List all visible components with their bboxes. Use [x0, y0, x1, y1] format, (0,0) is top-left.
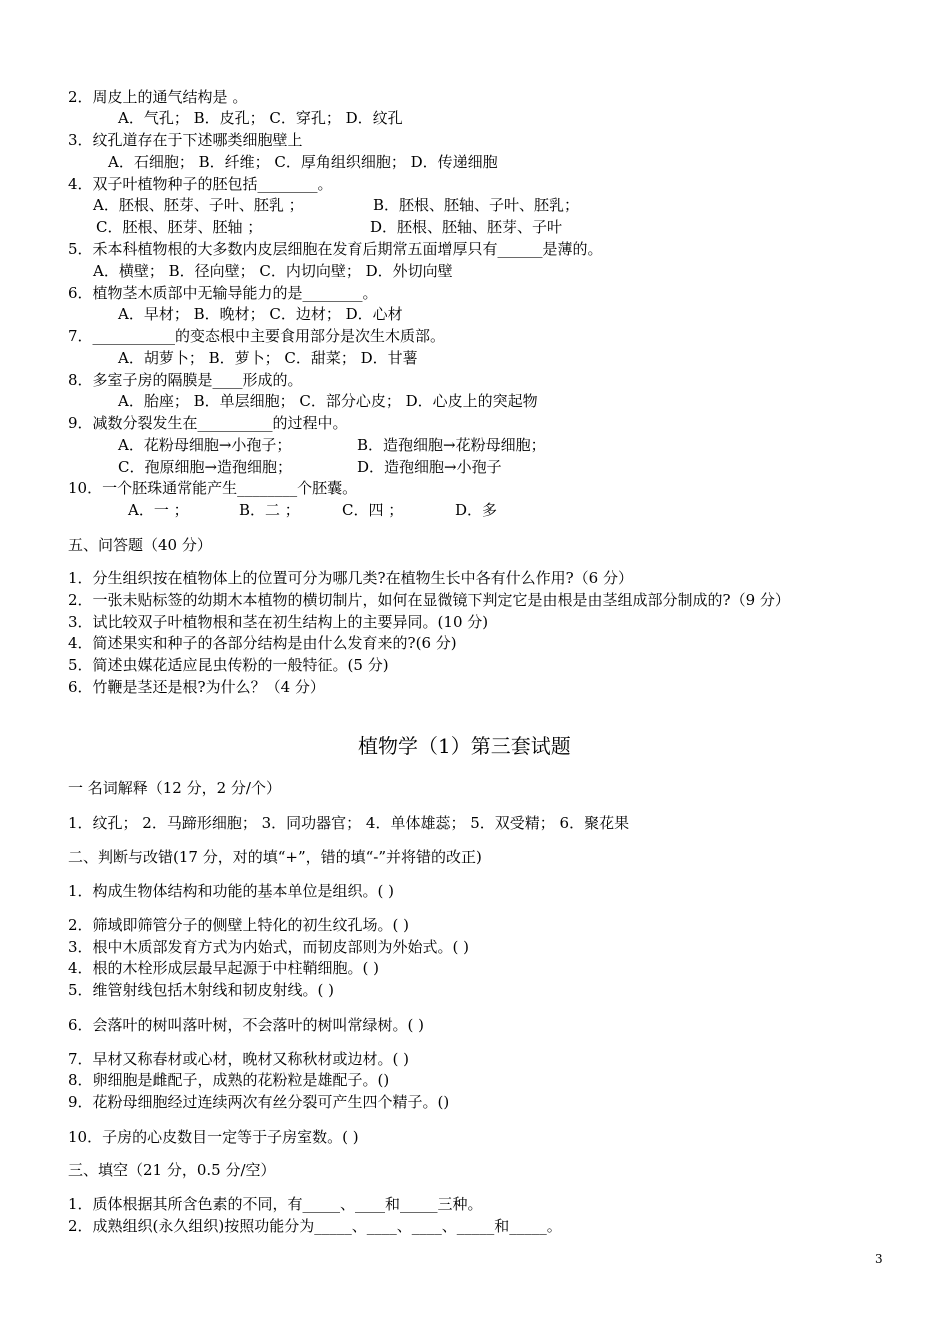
section-5-heading: 五、问答题（40 分） [68, 536, 212, 554]
question-10-option-c: C．四 ； [342, 501, 404, 519]
question-9-option-b: B．造孢细胞→花粉母细胞； [357, 436, 546, 454]
question-4-option-d: D．胚根、胚轴、胚芽、子叶 [370, 218, 563, 236]
essay-question: 2．一张未贴标签的幼期木本植物的横切制片，如何在显微镜下判定它是由根是由茎组成部分制成的?（9 分） [68, 591, 790, 609]
question-10-option-a: A．一 ； [128, 501, 189, 519]
essay-question: 4．简述果实和种子的各部分结构是由什么发育来的?(6 分) [68, 634, 457, 652]
fill-in-item: 2．成熟组织(永久组织)按照功能分为_____、____、____、_____和_____。 [68, 1217, 562, 1235]
question-7-options: A．胡萝卜； B．萝卜； C．甜菜； D．甘薯 [118, 349, 418, 367]
question-4-option-a: A．胚根、胚芽、子叶、胚乳 ； [93, 196, 304, 214]
judgement-item: 4．根的木栓形成层最早起源于中柱鞘细胞。( ) [68, 959, 380, 977]
question-8-options: A．胎座； B．单层细胞； C．部分心皮； D．心皮上的突起物 [118, 392, 538, 410]
question-6: 6．植物茎木质部中无输导能力的是________。 [68, 284, 378, 302]
judgement-item: 10．子房的心皮数目一定等于子房室数。( ) [68, 1128, 359, 1146]
judgement-item: 7．早材又称春材或心材，晚材又称秋材或边材。( ) [68, 1050, 410, 1068]
judgement-item: 2．筛域即筛管分子的侧壁上特化的初生纹孔场。( ) [68, 916, 410, 934]
section-3-heading: 三、填空（21 分，0.5 分/空） [68, 1161, 276, 1179]
essay-question: 5．简述虫媒花适应昆虫传粉的一般特征。(5 分) [68, 656, 389, 674]
judgement-item: 3．根中木质部发育方式为内始式，而韧皮部则为外始式。( ) [68, 938, 470, 956]
question-10: 10．一个胚珠通常能产生________个胚囊。 [68, 479, 358, 497]
section-2-heading: 二、判断与改错(17 分，对的填“+”，错的填“-”并将错的改正) [68, 848, 482, 866]
essay-question: 3．试比较双子叶植物根和茎在初生结构上的主要异同。(10 分) [68, 613, 489, 631]
question-3: 3．纹孔道存在于下述哪类细胞壁上 [68, 131, 303, 149]
judgement-item: 9．花粉母细胞经过连续两次有丝分裂可产生四个精子。() [68, 1093, 450, 1111]
question-4: 4．双子叶植物种子的胚包括________。 [68, 175, 333, 193]
essay-question: 1．分生组织按在植物体上的位置可分为哪几类?在植物生长中各有什么作用?（6 分） [68, 569, 633, 587]
question-5: 5．禾本科植物根的大多数内皮层细胞在发育后期常五面增厚只有______是薄的。 [68, 240, 603, 258]
essay-question: 6．竹鞭是茎还是根?为什么？（4 分） [68, 678, 325, 696]
judgement-item: 1．构成生物体结构和功能的基本单位是组织。( ) [68, 882, 395, 900]
term-list: 1．纹孔； 2．马蹄形细胞； 3．同功器官； 4．单体雄蕊； 5．双受精； 6．聚花果 [68, 814, 630, 832]
judgement-item: 8．卵细胞是雌配子，成熟的花粉粒是雄配子。() [68, 1071, 390, 1089]
question-6-options: A．早材； B．晚材； C．边材； D．心材 [118, 305, 403, 323]
page-number: 3 [875, 1252, 883, 1266]
question-9: 9．减数分裂发生在__________的过程中。 [68, 414, 348, 432]
question-9-option-c: C．孢原细胞→造孢细胞； [118, 458, 293, 476]
question-2-options: A．气孔； B．皮孔； C．穿孔； D．纹孔 [118, 109, 403, 127]
question-5-options: A．横壁； B．径向壁； C．内切向壁； D．外切向壁 [93, 262, 453, 280]
question-10-option-b: B．二 ； [239, 501, 300, 519]
fill-in-item: 1．质体根据其所含色素的不同，有_____、____和_____三种。 [68, 1195, 483, 1213]
section-1-heading: 一 名词解释（12 分，2 分/个） [68, 779, 281, 797]
question-8: 8．多室子房的隔膜是____形成的。 [68, 371, 303, 389]
question-9-option-d: D．造孢细胞→小孢子 [357, 458, 502, 476]
question-4-option-c: C．胚根、胚芽、胚轴 ； [96, 218, 263, 236]
question-7: 7．___________的变态根中主要食用部分是次生木质部。 [68, 327, 446, 345]
question-2: 2．周皮上的通气结构是 。 [68, 88, 248, 106]
judgement-item: 5．维管射线包括木射线和韧皮射线。( ) [68, 981, 335, 999]
question-10-option-d: D．多 [455, 501, 498, 519]
judgement-item: 6．会落叶的树叫落叶树，不会落叶的树叫常绿树。( ) [68, 1016, 425, 1034]
question-4-option-b: B．胚根、胚轴、子叶、胚乳； [373, 196, 580, 214]
exam-title: 植物学（1）第三套试题 [358, 734, 571, 758]
question-9-option-a: A．花粉母细胞→小孢子； [118, 436, 292, 454]
question-3-options: A．石细胞； B．纤维； C．厚角组织细胞； D．传递细胞 [108, 153, 498, 171]
